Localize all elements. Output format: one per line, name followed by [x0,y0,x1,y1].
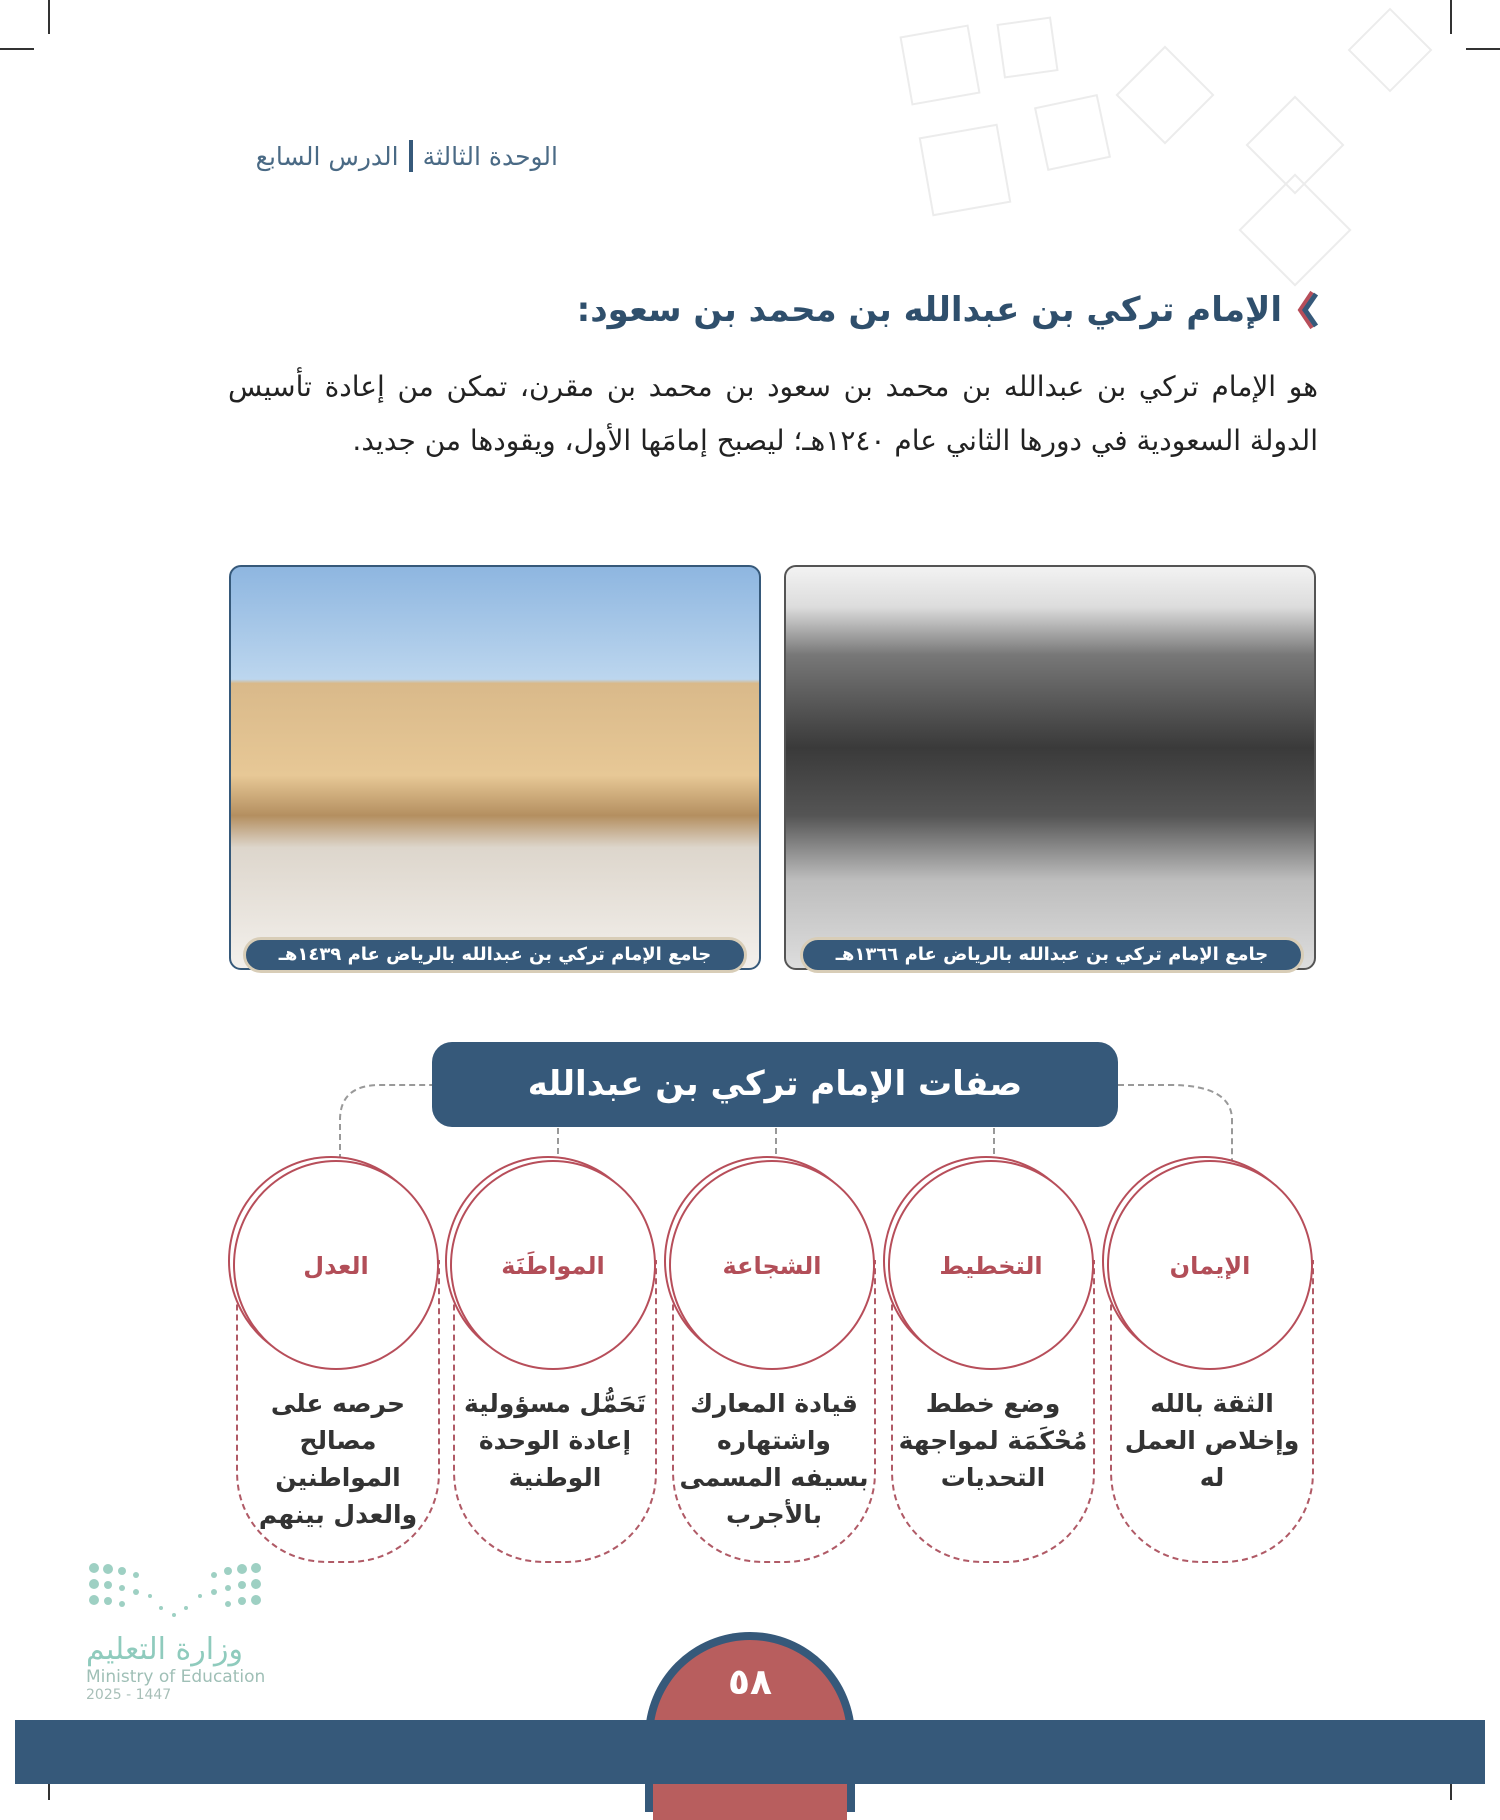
decorative-square [899,24,980,105]
decorative-square [1034,94,1111,171]
crop-mark [1450,0,1452,34]
trait-name: التخطيط [939,1252,1043,1280]
trait-name: العدل [303,1252,369,1280]
logo-english: Ministry of Education [86,1667,266,1687]
trait-name: الإيمان [1169,1252,1251,1280]
trait-desc: تَحَمُّل مسؤولية إعادة الوحدة الوطنية [463,1389,647,1492]
mosque-photo-1366 [784,565,1316,970]
trait-name: المواطَنَة [501,1252,605,1280]
lesson-header [256,140,558,172]
logo-arabic: وزارة التعليم [86,1632,244,1667]
trait-desc: الثقة بالله وإخلاص العمل له [1124,1389,1300,1492]
mosque-photo-1439 [229,565,761,970]
unit-label: الوحدة الثالثة [422,141,558,171]
decorative-square [1238,173,1351,286]
trait-courage [669,1160,879,1565]
traits-title-banner: صفات الإمام تركي بن عبدالله [432,1042,1118,1127]
trait-citizenship [450,1160,660,1565]
header-divider [409,140,413,172]
crop-mark [48,0,50,34]
ministry-logo [86,1560,276,1703]
trait-desc: وضع خطط مُحْكَمَة لمواجهة التحديات [898,1389,1088,1492]
trait-name: الشجاعة [722,1252,822,1280]
page-number: ٥٨ [653,1640,847,1820]
footer-band [15,1720,1485,1784]
decorative-square [919,124,1012,217]
trait-desc: حرصه على مصالح المواطنين والعدل بينهم [258,1389,418,1529]
body-paragraph: هو الإمام تركي بن عبدالله بن محمد بن سعود بن محمد بن مقرن، تمكن من إعادة تأسيس الدولة السعودية في دورها الثاني عام ١٢٤٠هـ؛ ليصبح إمامَها الأول، ويقودها من جديد. [228,370,1318,457]
logo-dots-icon [86,1560,266,1620]
crop-mark [1466,48,1500,50]
trait-planning [888,1160,1098,1565]
trait-faith [1107,1160,1317,1565]
photo-caption: جامع الإمام تركي بن عبدالله بالرياض عام ١٣٦٦هـ [800,937,1304,973]
decorative-square [1348,8,1433,93]
trait-justice [233,1160,443,1565]
decorative-square [1116,46,1215,145]
photo-caption: جامع الإمام تركي بن عبدالله بالرياض عام ١٤٣٩هـ [243,937,747,973]
trait-desc: قيادة المعارك واشتهاره بسيفه المسمى بالأجرب [679,1389,869,1529]
section-title-text: الإمام تركي بن عبدالله بن محمد بن سعود: [576,290,1282,330]
section-title [577,290,1318,330]
lesson-label: الدرس السابع [255,141,399,171]
crop-mark [0,48,34,50]
decorative-square [996,16,1058,78]
logo-year: 2025 - 1447 [86,1687,172,1703]
chevron-left-icon [1294,290,1318,330]
